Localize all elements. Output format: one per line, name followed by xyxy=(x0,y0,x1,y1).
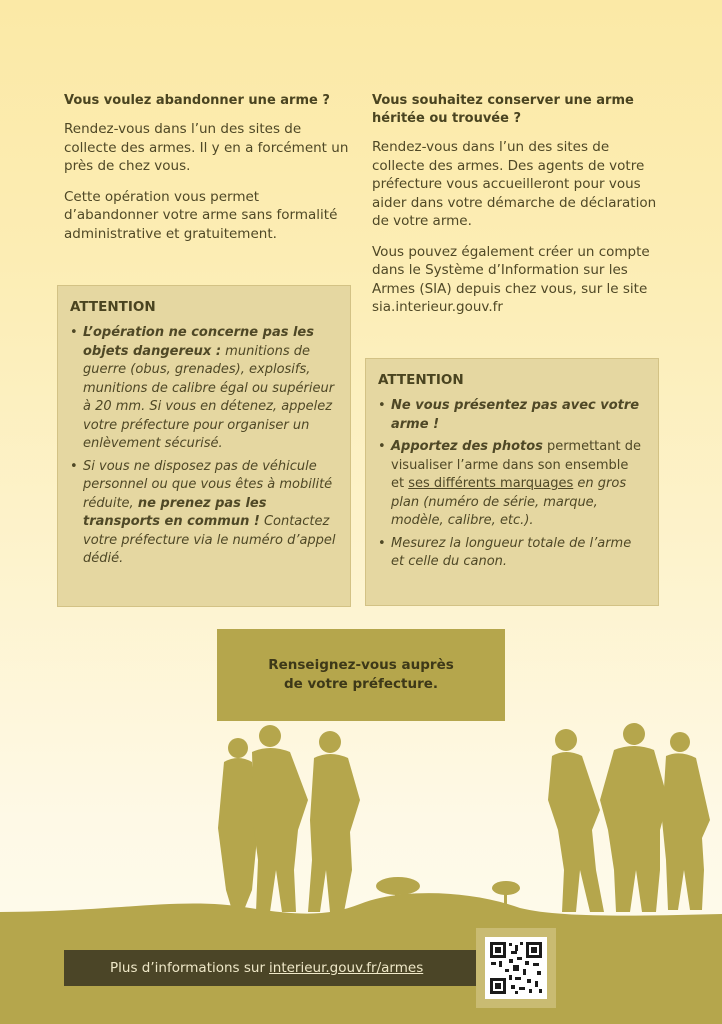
markings-link: ses différents marquages xyxy=(408,476,574,491)
attention-box-right xyxy=(365,358,659,606)
qr-code-frame xyxy=(476,928,556,1008)
attention-item-text: munitions de guerre (obus, grenades), explosifs, munitions de calibre égal ou supérieur à 20 mm. Si vous en détenez, appelez votre préfecture pour organiser un enlèvement sécurisé. xyxy=(83,343,335,451)
attention-item-bold: L’opération ne concerne pas les objets dangereux : xyxy=(83,325,314,359)
left-paragraph-1: Rendez-vous dans l’un des sites de collecte des armes. Il y en a forcément un près de chez vous. xyxy=(64,121,349,174)
right-paragraph-2: Vous pouvez également créer un compte dans le Système d’Information sur les Armes (SIA) depuis chez vous, sur le site sia.interieur.gouv.fr xyxy=(372,243,650,315)
left-paragraph-2: Cette opération vous permet d’abandonner votre arme sans formalité administrative et gratuitement. xyxy=(64,188,338,242)
attention-item-text: en gros plan (numéro de série, marque, modèle, calibre, etc.). xyxy=(391,476,627,528)
attention-title: ATTENTION xyxy=(378,372,464,388)
right-heading: Vous souhaitez conserver une arme héritée ou trouvée ? xyxy=(372,93,634,126)
attention-item-text: Mesurez la longueur totale de l’arme et celle du canon. xyxy=(391,535,632,569)
right-column xyxy=(372,92,662,329)
attention-item-text: Contactez votre préfecture via le numéro d’appel dédié. xyxy=(83,514,336,566)
right-paragraph-1: Rendez-vous dans l’un des sites de collecte des armes. Des agents de votre préfecture vous accueilleront pour vous aider dans votre démarche de déclaration de votre arme. xyxy=(372,139,657,229)
attention-item-bold: ne prenez pas les transports en commun ! xyxy=(83,495,267,529)
attention-item xyxy=(70,458,336,569)
attention-list xyxy=(70,324,336,569)
attention-title: ATTENTION xyxy=(70,299,156,315)
prefecture-callout xyxy=(217,629,505,721)
attention-item-text: Si vous ne disposez pas de véhicule personnel ou que vous êtes à mobilité réduite, xyxy=(83,458,333,511)
attention-item-bold: Ne vous présentez pas avec votre arme ! xyxy=(391,398,640,432)
attention-list xyxy=(378,397,644,572)
more-info-link[interactable]: interieur.gouv.fr/armes xyxy=(269,960,424,976)
left-column xyxy=(64,92,354,255)
attention-item xyxy=(70,324,336,454)
attention-item-text: permettant de visualiser l’arme dans son ensemble et xyxy=(391,439,641,491)
qr-code-icon[interactable] xyxy=(485,937,547,999)
attention-box-left xyxy=(57,285,351,607)
attention-item xyxy=(378,438,644,531)
attention-item-bold: Apportez des photos xyxy=(391,439,543,454)
left-heading: Vous voulez abandonner une arme ? xyxy=(64,93,330,108)
more-info-banner xyxy=(64,950,476,986)
more-info-text: Plus d’informations sur xyxy=(110,960,266,976)
prefecture-callout-text: Renseignez-vous auprès de votre préfecture. xyxy=(268,657,454,692)
attention-item xyxy=(378,397,644,434)
attention-item xyxy=(378,535,644,572)
